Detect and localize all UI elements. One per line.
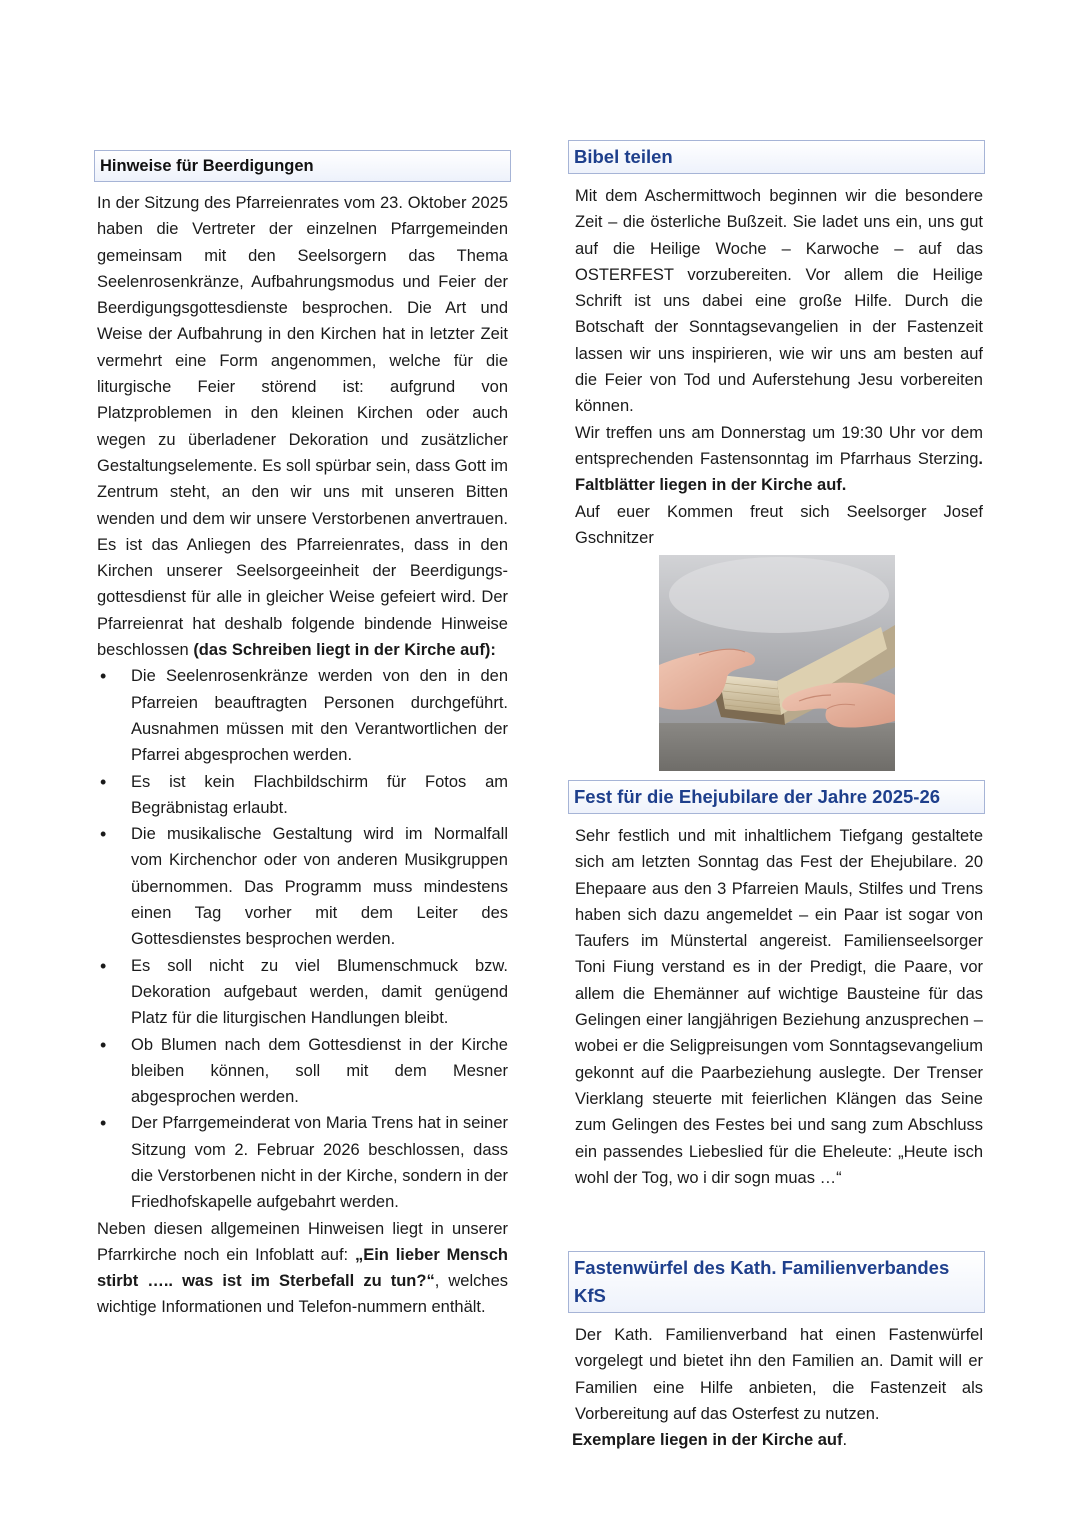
outro-end: , welches wichtige Informationen und Telefon-nummern enthält. <box>97 1272 508 1317</box>
bible-reading-photo <box>659 555 895 771</box>
beerdigung-outro <box>97 1216 508 1321</box>
beerdigung-intro-bold: (das Schreiben liegt in der Kirche auf): <box>193 641 496 660</box>
outro-text: Neben diesen allgemeinen Hinweisen liegt in unserer Pfarrkirche noch ein Infoblatt auf: <box>97 1219 508 1264</box>
bibel-p2-bold: . Faltblätter liegen in der Kirche auf. <box>575 449 983 495</box>
beerdigung-list <box>97 663 508 1215</box>
bibel-heading: Bibel teilen <box>568 140 985 174</box>
hands-holding-book-image <box>659 555 895 771</box>
beerdigung-section <box>97 150 508 1321</box>
bibel-paragraph-1: Mit dem Aschermittwoch beginnen wir die besondere Zeit – die österliche Bußzeit. Sie ladet uns ein, uns gut auf die Heilige Woche – Karwoche – auf das OSTERFEST vorzubereiten. Vor allem die Heilige Schrift ist uns dabei eine große Hilfe. Durch die Botschaft der Sonntagsevangelien in der Fastenzeit lassen wir uns inspirieren, wie wir uns am besten auf die Feier von Tod und Auferstehung Jesu vorbereiten können. <box>575 187 983 416</box>
bibel-paragraph-2 <box>572 420 983 499</box>
fest-paragraph: Sehr festlich und mit inhaltlichem Tiefgang gestaltete sich am letzten Sonntag das Fest der Ehejubilare. 20 Ehepaare aus den 3 Pfarreien Mauls, Stilfes und Trens haben sich dazu angemeldet – ein Paar ist sogar von Taufers im Münstertal angereist. Familienseelsorger Toni Fiung verstand es in der Predigt, die Paare, vor allem die Ehemänner auf wichtige Bausteine für das Gelingen einer langjährigen Beziehung anzusprechen – wobei er die Seligpreisungen vom Sonntagsevangelium gekonnt auf die Paarbeziehung auslegte. Der Trenser Vierklang steuerte mit feierlichen Klängen das Seine zum Gelingen des Festes bei und sang zum Abschluss ein passendes Liebeslied für die Eheleute: „Heute isch wohl der Tog, wo i dir sogn muas …“ <box>575 827 983 1187</box>
fasten-note-bold: Exemplare liegen in der Kirche auf <box>572 1431 843 1450</box>
beerdigung-intro-text: In der Sitzung des Pfarreienrates vom 23. Oktober 2025 haben die Vertreter der einzelnen Pfarrgemeinden gemeinsam mit den Seelsorgern das Thema Seelenrosenkränze, Aufbahrungsmodus und Feier der Beerdigungsgottesdienste besprochen. Die Art und Weise der Aufbahrung in den Kirchen hat in letzter Zeit vermehrt eine Form angenommen, welche für die liturgische Feier störend ist: aufgrund von Platzproblemen in den kleinen Kirchen oder auch wegen zu überladener Dekoration und zusätzlicher Gestaltungselemente. Es soll spürbar sein, dass Gott im Zentrum steht, an den wir uns mit unseren Bitten wenden und dem wir unsere Verstorbenen anvertrauen. Es ist das Anliegen des Pfarreienrates, dass in den Kirchen unserer Seelsorgeeinheit der Beerdigungs-gottesdienst für alle in gleicher Weise gefeiert wird. Der Pfarreienrat hat deshalb folgende bindende Hinweise beschlossen <box>97 194 508 660</box>
list-item: • Die musikalische Gestaltung wird im Normalfall vom Kirchenchor oder von anderen Musikgruppen übernommen. Das Programm muss mindestens einen Tag vorher mit dem Leiter des Gottesdienstes besprochen werden. <box>97 821 508 952</box>
fasten-note <box>572 1427 983 1453</box>
list-item: • Der Pfarrgemeinderat von Maria Trens hat in seiner Sitzung vom 2. Februar 2026 beschlossen, dass die Verstorbenen nicht in der Kirche, sondern in der Friedhofskapelle aufgebahrt werden. <box>97 1110 508 1215</box>
beerdigung-intro <box>97 190 508 663</box>
list-item: • Die Seelenrosenkränze werden von den in den Pfarreien beauftragten Personen durchgeführt. Ausnahmen müssen mit den Verantwortlichen der Pfarrei abgesprochen werden. <box>97 663 508 768</box>
bibel-p2-text: Wir treffen uns am Donnerstag um 19:30 Uhr vor dem entsprechenden Fastensonntag im Pfarrhaus Sterzing <box>575 423 983 468</box>
fest-heading: Fest für die Ehejubilare der Jahre 2025-26 <box>568 780 985 814</box>
fest-section <box>572 780 983 1191</box>
outro-bold: „Ein lieber Mensch stirbt ….. was ist im Sterbefall zu tun?“ <box>97 1245 509 1291</box>
list-item: • Es soll nicht zu viel Blumenschmuck bzw. Dekoration aufgebaut werden, damit genügend Platz für die liturgischen Handlungen bleibt. <box>97 953 508 1032</box>
list-item: • Es ist kein Flachbildschirm für Fotos am Begräbnistag erlaubt. <box>97 769 508 822</box>
fasten-paragraph: Der Kath. Familienverband hat einen Fastenwürfel vorgelegt und bietet ihn den Familien an. Damit will er Familien eine Hilfe anbieten, die Fastenzeit als Vorbereitung auf das Osterfest zu nutzen. <box>575 1326 983 1423</box>
fasten-heading: Fastenwürfel des Kath. Familienverbandes KfS <box>568 1251 985 1313</box>
bibel-section <box>572 140 983 771</box>
beerdigung-heading: Hinweise für Beerdigungen <box>94 150 511 182</box>
fasten-note-end: . <box>842 1431 848 1450</box>
list-item: • Ob Blumen nach dem Gottesdienst in der Kirche bleiben können, soll mit dem Mesner abgesprochen werden. <box>97 1032 508 1111</box>
fasten-section <box>572 1251 983 1453</box>
bibel-paragraph-3: Auf euer Kommen freut sich Seelsorger Josef Gschnitzer <box>575 502 983 547</box>
